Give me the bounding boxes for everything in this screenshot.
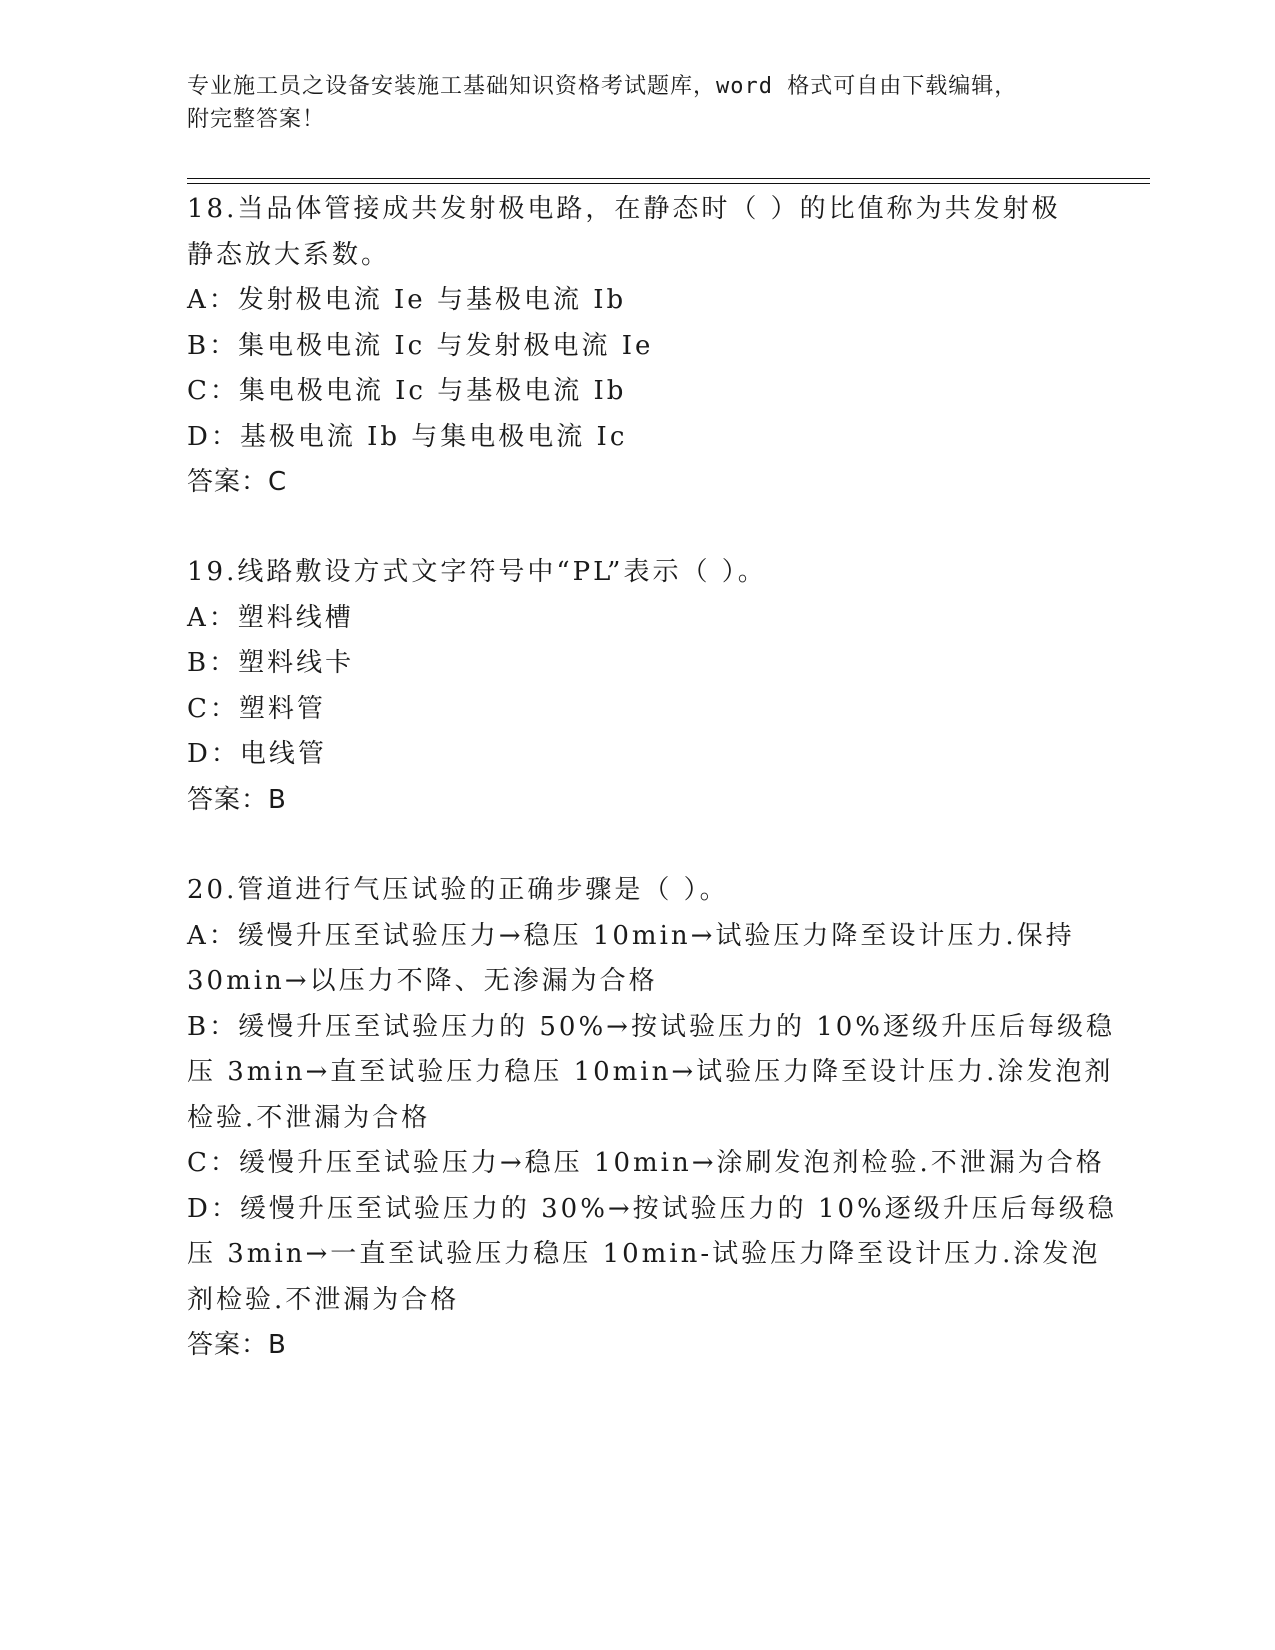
question-stem-line: 20.管道进行气压试验的正确步骤是（ ）。: [187, 875, 729, 905]
option-d-continued: 压 3min→一直至试验压力稳压 10min-试验压力降至设计压力.涂发泡: [187, 1239, 1101, 1269]
option-d: D：缓慢升压至试验压力的 30%→按试验压力的 10%逐级升压后每级稳: [187, 1193, 1117, 1224]
option-c: C：塑料管: [187, 693, 326, 724]
option-a-continued: 30min→以压力不降、无渗漏为合格: [187, 966, 658, 996]
option-a: A：缓慢升压至试验压力→稳压 10min→试验压力降至设计压力.保持: [187, 920, 1075, 951]
option-d-continued: 剂检验.不泄漏为合格: [187, 1284, 460, 1315]
option-b: B：塑料线卡: [187, 648, 355, 678]
question-20: [187, 868, 1117, 1369]
header-line-2: 附完整答案！: [187, 107, 326, 132]
answer-line: 答案：B: [187, 784, 287, 815]
document-header: [187, 70, 1067, 136]
answer-line: 答案：B: [187, 1330, 287, 1360]
question-stem-line: 19.线路敷设方式文字符号中“PL”表示（ ）。: [187, 557, 767, 587]
answer-line: 答案：C: [187, 467, 288, 497]
question-18: [187, 187, 1087, 506]
option-b-continued: 检验.不泄漏为合格: [187, 1102, 431, 1133]
option-c: C：集电极电流 Ic 与基极电流 Ib: [187, 376, 627, 406]
question-stem-line: 静态放大系数。: [187, 239, 391, 270]
question-19: [187, 550, 1087, 823]
option-b: B：缓慢升压至试验压力的 50%→按试验压力的 10%逐级升压后每级稳: [187, 1011, 1115, 1042]
option-b-continued: 压 3min→直至试验压力稳压 10min→试验压力降至设计压力.涂发泡剂: [187, 1057, 1114, 1087]
question-stem-line: 18.当品体管接成共发射极电路，在静态时（ ）的比值称为共发射极: [187, 194, 1061, 224]
header-divider-top: [187, 178, 1150, 179]
option-d: D：电线管: [187, 739, 327, 769]
option-c: C：缓慢升压至试验压力→稳压 10min→涂刷发泡剂检验.不泄漏为合格: [187, 1148, 1105, 1178]
option-b: B：集电极电流 Ic 与发射极电流 Ie: [187, 330, 654, 361]
option-a: A：发射极电流 Ie 与基极电流 Ib: [187, 285, 627, 315]
header-line-1: 专业施工员之设备安装施工基础知识资格考试题库，word 格式可自由下载编辑，: [187, 74, 1018, 99]
option-a: A：塑料线槽: [187, 602, 354, 633]
option-d: D：基极电流 Ib 与集电极电流 Ic: [187, 421, 628, 452]
header-divider-bottom: [187, 183, 1150, 184]
